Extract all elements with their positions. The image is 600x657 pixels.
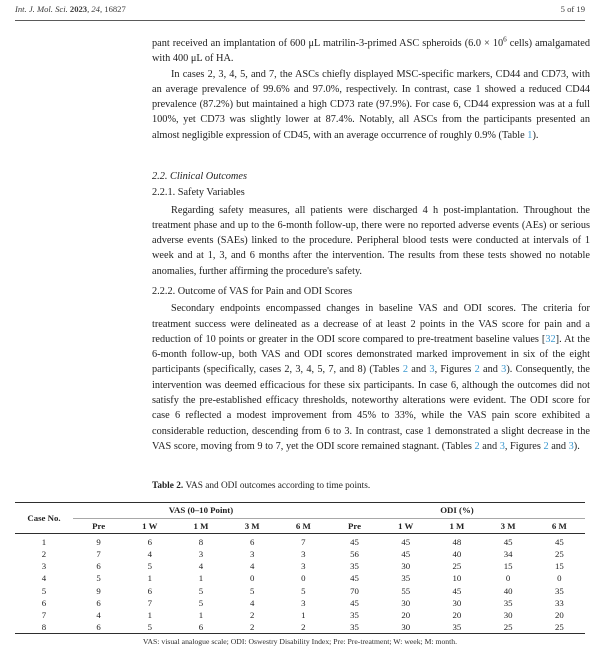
- case-number-cell: 2: [41, 549, 47, 560]
- column-header: 6 M: [278, 518, 329, 534]
- paragraph-markers: [152, 67, 590, 143]
- value-cell: 4: [147, 549, 152, 560]
- page-number: 5 of 19: [560, 4, 585, 14]
- value-cell: 48: [452, 537, 462, 547]
- value-cell: 33: [554, 597, 564, 608]
- column-header: 6 M: [534, 518, 585, 534]
- value-cell: 45: [452, 585, 462, 596]
- text-segment: ). Consequently, the intervention was deemed efficacious for these six participants. In case 6, although the outcomes did not satisfy the pre-established efficacy thresholds, noteworthy alterations were evident. The ODI score for case 6 reflected a modest improvement from 45% to 33%, while the VAS pain score exhibited a considerable reduction, descending from 6 to 3. In contrast, case 1 demonstrated a slight decrease in the VAS score, moving from 9 to 7, yet the ODI score remained stagnant. (Tables: [152, 364, 590, 452]
- value-cell: 1: [147, 609, 152, 620]
- value-cell: 45: [401, 537, 411, 547]
- text-segment: Int. J. Mol. Sci.: [15, 4, 70, 14]
- value-cell: 6: [96, 561, 101, 572]
- heading-vas-odi-outcome: 2.2.2. Outcome of VAS for Pain and ODI Scores: [152, 286, 353, 297]
- column-header: 1 W: [380, 518, 431, 534]
- text-segment: and: [479, 440, 500, 452]
- ref-link[interactable]: 3: [501, 364, 507, 376]
- value-cell: 6: [96, 597, 101, 608]
- text-segment: In cases 2, 3, 4, 5, and 7, the ASCs chiefly displayed MSC-specific markers, CD44 and CD73, with an average prevalence of 99.6% and 97.0%, respectively. In contrast, case 1 showed a reduced CD44 prevalence (87.2%) but maintained a high CD73 rate (97.9%). For case 6, CD44 expression was at a full 100%, yet CD73 was slightly lower at 87.4%. Notably, all ASCs from the participants presented an almost negligible expression of CD45, with an average occurrence of roughly 0.9% (Table: [152, 68, 590, 141]
- value-cell: 7: [96, 549, 101, 560]
- table-row: [15, 609, 585, 621]
- ref-link[interactable]: 2: [543, 440, 549, 452]
- paragraph-endpoints: [152, 301, 590, 454]
- table-row: [15, 560, 585, 572]
- group-header-odi: ODI (%): [329, 503, 585, 519]
- value-cell: 5: [96, 573, 101, 584]
- group-header-row: [15, 503, 585, 519]
- value-cell: 9: [96, 537, 101, 547]
- value-cell: 6: [249, 537, 255, 547]
- group-header-vas: VAS (0–10 Point): [73, 503, 329, 519]
- text-segment: VAS and ODI outcomes according to time points.: [185, 481, 371, 491]
- value-cell: 35: [350, 609, 359, 620]
- value-cell: 25: [554, 549, 564, 560]
- value-cell: 7: [301, 537, 306, 547]
- value-cell: 5: [301, 585, 306, 596]
- column-header: 3 M: [227, 518, 278, 534]
- value-cell: 40: [503, 585, 513, 596]
- column-header: 1 W: [124, 518, 175, 534]
- value-cell: 5: [198, 597, 204, 608]
- ref-link[interactable]: 2: [474, 364, 480, 376]
- value-cell: 45: [350, 573, 359, 584]
- ref-link[interactable]: 32: [545, 333, 556, 345]
- value-cell: 9: [96, 585, 101, 596]
- text-segment: , Figures: [434, 364, 475, 376]
- value-cell: 45: [503, 537, 513, 547]
- case-number-cell: 8: [41, 622, 47, 633]
- value-cell: 6: [96, 622, 101, 633]
- text-segment: ).: [573, 440, 580, 452]
- value-cell: 4: [249, 597, 255, 608]
- value-cell: 35: [401, 573, 411, 584]
- value-cell: 1: [198, 609, 204, 620]
- text-section-1: [152, 36, 590, 143]
- case-number-cell: 3: [41, 561, 47, 572]
- value-cell: 30: [401, 561, 411, 572]
- value-cell: 35: [503, 597, 513, 608]
- table-row: [15, 585, 585, 597]
- case-number-cell: 1: [41, 537, 47, 547]
- case-number-cell: 5: [41, 585, 47, 596]
- case-number-cell: 4: [41, 573, 47, 584]
- value-cell: 34: [503, 549, 513, 560]
- value-cell: 30: [452, 597, 462, 608]
- paragraph-safety: [152, 203, 590, 279]
- text-segment: and: [548, 440, 569, 452]
- value-cell: 6: [147, 537, 152, 547]
- value-cell: 3: [301, 561, 306, 572]
- ref-link[interactable]: 3: [499, 440, 505, 452]
- text-segment: ,: [87, 4, 92, 14]
- text-segment: cells) amalgamated with 400 μL of HA.: [152, 38, 590, 65]
- value-cell: 45: [350, 597, 359, 608]
- table-row: [15, 621, 585, 634]
- value-cell: 6: [198, 622, 204, 633]
- value-cell: 20: [452, 609, 462, 620]
- value-cell: 1: [198, 573, 204, 584]
- table-row: [15, 597, 585, 609]
- text-segment: Secondary endpoints encompassed changes in baseline VAS and ODI scores. The criteria for treatment success were delineated as a decrease of at least 2 points in the VAS score for pain and a reduction of 10 points or greater in the ODI score compared to pre-treatment baseline values [: [152, 303, 590, 345]
- value-cell: 3: [301, 597, 306, 608]
- heading-safety-variables: 2.2.1. Safety Variables: [152, 187, 245, 199]
- value-cell: 30: [401, 597, 411, 608]
- case-number-cell: 6: [41, 597, 47, 608]
- value-cell: 30: [401, 622, 411, 633]
- value-cell: 35: [350, 622, 359, 633]
- text-segment: 6: [503, 35, 507, 44]
- column-header: 1 M: [175, 518, 226, 534]
- value-cell: 40: [452, 549, 462, 560]
- case-no-header: Case No.: [15, 503, 73, 534]
- value-cell: 8: [198, 537, 204, 547]
- table-row: [15, 534, 585, 549]
- value-cell: 45: [554, 537, 564, 547]
- value-cell: 4: [249, 561, 255, 572]
- value-cell: 20: [401, 609, 411, 620]
- ref-link[interactable]: 3: [429, 364, 435, 376]
- column-header: 1 M: [431, 518, 482, 534]
- value-cell: 25: [503, 622, 513, 633]
- journal-citation: [15, 4, 126, 14]
- text-segment: , Figures: [504, 440, 544, 452]
- results-table: [15, 502, 585, 634]
- value-cell: 35: [350, 561, 359, 572]
- header-divider: [15, 20, 585, 21]
- value-cell: 2: [249, 622, 255, 633]
- value-cell: 15: [554, 561, 564, 572]
- ref-link[interactable]: 2: [474, 440, 480, 452]
- value-cell: 2: [249, 609, 255, 620]
- value-cell: 15: [503, 561, 513, 572]
- ref-link[interactable]: 1: [527, 129, 533, 141]
- text-segment: and: [479, 364, 502, 376]
- value-cell: 5: [198, 585, 204, 596]
- value-cell: 0: [557, 573, 562, 584]
- value-cell: 0: [249, 573, 255, 584]
- text-segment: pant received an implantation of 600 μL matrilin-3-primed ASC spheroids (6.0 × 10: [152, 38, 504, 49]
- value-cell: 6: [147, 585, 152, 596]
- value-cell: 3: [301, 549, 306, 560]
- value-cell: 45: [350, 537, 359, 547]
- value-cell: 1: [147, 573, 152, 584]
- case-number-cell: 7: [41, 609, 47, 620]
- text-segment: ).: [532, 129, 539, 141]
- ref-link[interactable]: 2: [402, 364, 408, 376]
- value-cell: 35: [554, 585, 564, 596]
- value-cell: 0: [301, 573, 306, 584]
- table-footnote: VAS: visual analogue scale; ODI: Oswestry Disability Index; Pre: Pre-treatment; W: week; M: month.: [142, 637, 458, 647]
- text-segment: , 16827: [99, 4, 126, 14]
- paragraph-implantation: [152, 36, 590, 67]
- column-header: Pre: [73, 518, 124, 534]
- text-section-2: [152, 169, 590, 279]
- table-caption: [152, 480, 590, 493]
- value-cell: 2: [301, 622, 306, 633]
- value-cell: 30: [503, 609, 513, 620]
- table-row: [15, 572, 585, 584]
- value-cell: 25: [554, 622, 564, 633]
- ref-link[interactable]: 3: [568, 440, 574, 452]
- column-header: Pre: [329, 518, 380, 534]
- value-cell: 5: [147, 622, 152, 633]
- value-cell: 35: [452, 622, 462, 633]
- value-cell: 45: [401, 549, 411, 560]
- heading-clinical-outcomes: 2.2. Clinical Outcomes: [152, 171, 247, 182]
- subheader-row: [15, 518, 585, 534]
- text-segment: 2023: [69, 4, 88, 14]
- text-segment: Table 2.: [152, 481, 186, 491]
- value-cell: 1: [301, 609, 306, 620]
- value-cell: 56: [350, 549, 359, 560]
- text-segment: 24: [91, 4, 100, 14]
- table-2-container: [15, 502, 585, 646]
- value-cell: 5: [249, 585, 255, 596]
- table-row: [15, 548, 585, 560]
- value-cell: 3: [198, 549, 204, 560]
- value-cell: 20: [554, 609, 564, 620]
- value-cell: 4: [198, 561, 204, 572]
- page-header: [15, 4, 585, 14]
- value-cell: 7: [147, 597, 152, 608]
- column-header: 3 M: [483, 518, 534, 534]
- value-cell: 70: [350, 585, 359, 596]
- value-cell: 25: [452, 561, 462, 572]
- value-cell: 10: [452, 573, 462, 584]
- value-cell: 0: [505, 573, 511, 584]
- value-cell: 55: [401, 585, 411, 596]
- value-cell: 3: [249, 549, 255, 560]
- text-segment: Regarding safety measures, all patients were discharged 4 h post-implantation. Throughout the treatment phase and up to the 6-month follow-up, there were no reported adverse events (AEs) or serious adverse events (SAEs) linked to the procedure. Peripheral blood tests were conducted at intervals of 1 week and at 1, 3, and 6 months after the intervention. The results from these tests showed no notable anomalies, further affirming the procedure's safety.: [152, 204, 590, 277]
- text-segment: ]. At the 6-month follow-up, both VAS and ODI scores demonstrated marked improvement in six of the eight participants (specifically, cases 2, 3, 4, 5, 7, and 8) (Tables: [152, 333, 590, 376]
- value-cell: 4: [96, 609, 101, 620]
- value-cell: 5: [147, 561, 152, 572]
- text-segment: and: [407, 364, 430, 376]
- text-section-3: [152, 284, 590, 454]
